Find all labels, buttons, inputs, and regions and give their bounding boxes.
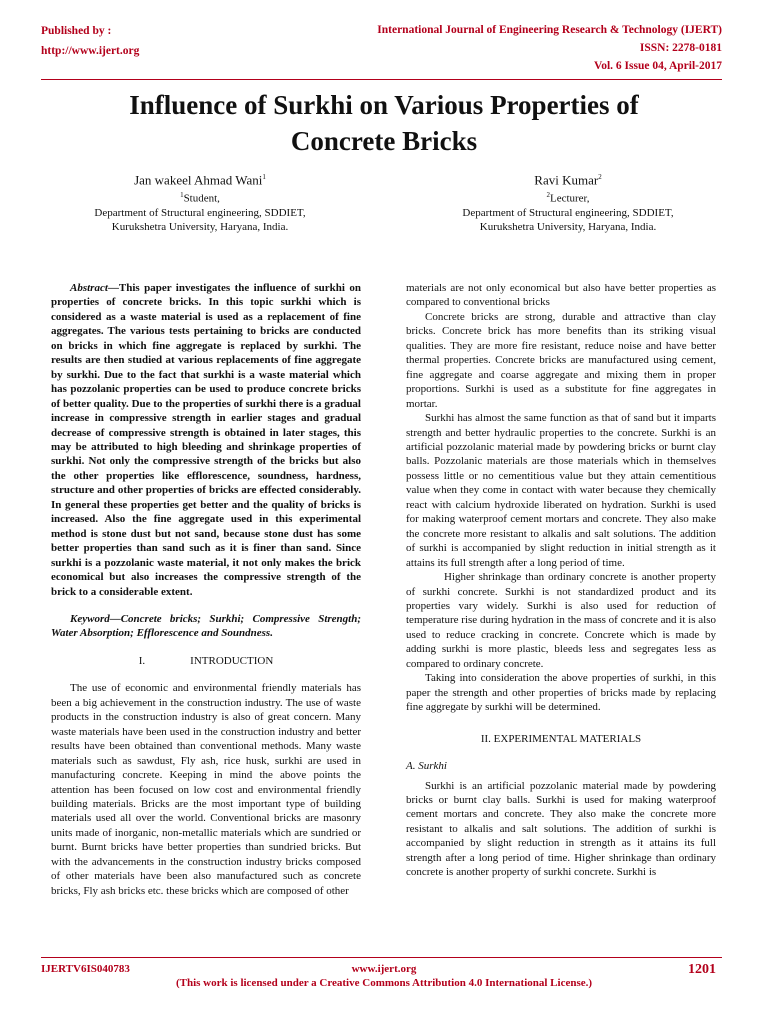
author-sup: 2: [598, 173, 602, 181]
section-title: INTRODUCTION: [190, 654, 274, 667]
body-paragraph: Higher shrinkage than ordinary concrete is another property of surkhi concrete. Surkhi is not standardized product and its properties vary widely. Surkhi is also used for reduction of temperature rise during hydration in the mass of concrete and it is also used to reduce cracking in concrete. Concrete which is made by adding surkhi is more plastic, bleeds less and segregates less as compared to ordinary concrete.: [406, 571, 716, 670]
body-paragraph: Surkhi is an artificial pozzolanic material made by powdering bricks or burnt clay balls. Surkhi is used for making waterproof cement mortars and concrete. They also make the concrete more resistant to alkalis and salt solutions. The addition of surkhi is accompanied by slight reduction in strength as it attains its full strength after a long period of time. Higher shrinkage than ordinary concrete is another property of surkhi concrete. Surkhi is: [406, 779, 716, 879]
paper-code: IJERTV6IS040783: [41, 963, 130, 975]
author-dept: Department of Structural engineering, SDDIET,: [462, 206, 674, 219]
author-block-2: [398, 170, 738, 235]
body-paragraph: materials are not only economical but also have better properties as compared to conventional bricks: [406, 282, 716, 309]
published-by-label: Published by :: [41, 25, 112, 37]
intro-paragraph: The use of economic and environmental friendly materials has been a big achievement in the construction industry. The use of waste products in the construction industry is also of great concern. Many waste materials have been used in the construction industry and better results have been obtained than conventional methods. Many waste materials such as sawdust, Fly ash, rice husk, surkhi are used in manufacturing concrete. Keeping in mind the above points the attention has been focused on low cost and environmental friendly building materials. Bricks are the most important type of building materials used all over the world. Conventional bricks are masonry units made of inorganic, non-metallic materials which are sundried or burnt. Burnt bricks have better properties than sundried bricks. But with the advancements in the construction industry bricks composed of other materials have been also manufactured such as concrete bricks, Fly ash bricks etc. these bricks which are composed of other: [51, 682, 361, 897]
header-journal-info: [377, 21, 722, 75]
abstract-label: Abstract: [70, 282, 108, 294]
subsection-heading-surkhi: A. Surkhi: [406, 760, 447, 773]
body-paragraph: Concrete bricks are strong, durable and attractive than clay bricks. Concrete brick has more benefits than its striking visual qualities. They are more fire resistant, reduce noise and have better thermal properties. Concrete bricks are manufactured using cement, fine aggregate and coarse aggregate and mixing them in proper proportions. Surkhi is used as a substitute for fine aggregates in mortar.: [406, 310, 716, 410]
section-number: I.: [138, 654, 146, 667]
paper-title: [40, 87, 728, 159]
body-paragraph: Taking into consideration the above properties of surkhi, in this paper the strength and other properties of bricks made by replacing fine aggregate by surkhi will be determined.: [406, 672, 716, 714]
page-number: 1201: [688, 962, 716, 977]
author-name: Jan wakeel Ahmad Wani: [134, 172, 263, 188]
footer-divider: [41, 957, 722, 958]
journal-name: International Journal of Engineering Research & Technology (IJERT): [377, 24, 722, 36]
author-univ: Kurukshetra University, Haryana, India.: [479, 221, 657, 234]
author-sup: 1: [262, 173, 266, 181]
author-block-1: [30, 170, 370, 235]
footer-url-link[interactable]: www.ijert.org: [351, 963, 417, 975]
abstract: [51, 281, 361, 599]
affil-sup: 1: [180, 190, 184, 199]
section-heading-introduction: [51, 654, 361, 668]
author-role: Lecturer,: [549, 192, 590, 205]
title-line-2: Concrete Bricks: [290, 126, 478, 156]
body-paragraph: Surkhi has almost the same function as that of sand but it imparts strength and better hydraulic properties to the concrete. Surkhi is an artificial pozzolanic material made by powdering bricks or burnt clay balls. Pozzolanic materials are those materials which in themselves possess little or no cementitious value but they attain cementitious value when they come in contact with water because they chemically react with calcium hydroxide liberated on hydration. Surkhi is used for making waterproof cement mortars and concrete. They also make the concrete more resistant to alkalis and salt solutions. The addition of surkhi is accompanied by slight reduction in initial strength as it attains its full strength after a long period of time.: [406, 412, 716, 569]
abstract-text: —This paper investigates the influence of surkhi on properties of concrete bricks. In this topic surkhi which is considered as a waste material is used as a replacement of fine aggregates. The various tests pertaining to bricks are conducted on bricks in which fine aggregate is replaced by surkhi. The results are then studied at various replacements of fine aggregate by surkhi. Due to the fact that surkhi is a waste material which has pozzolanic properties can be used to produce concrete bricks of better quality. Due to the properties of surkhi there is a gradual increase in compressive strength in earlier stages and gradual decrease of compressive strength is obtained in later stages, this may be attributed to high bleeding and shrinkage properties of surkhi. Not only the compressive strength of the bricks but also the other properties like efflorescence, soundness, hardness, structure and other properties of bricks are effected considerably. In general these properties get better and the quality of bricks is increased. Also the fine aggregate used in this experimental method is stone dust but not sand, because stone dust has some better properties than sand such as it is finer than sand. Since surkhi is a pozzolanic waste material, it not only makes the brick economical but also increases the compressive strength of the brick to a considerable extent.: [51, 282, 361, 598]
journal-url-link[interactable]: http://www.ijert.org: [41, 45, 140, 57]
section-heading-materials: [406, 732, 716, 746]
section-number: II.: [480, 732, 491, 745]
volume-issue: Vol. 6 Issue 04, April-2017: [593, 60, 722, 72]
left-column: [51, 281, 361, 898]
author-dept: Department of Structural engineering, SDDIET,: [94, 206, 306, 219]
section-title: EXPERIMENTAL MATERIALS: [493, 732, 642, 745]
keywords: Keyword—Concrete bricks; Surkhi; Compressive Strength; Water Absorption; Efflorescence and Soundness.: [51, 612, 361, 640]
header-divider: [41, 79, 722, 80]
affil-sup: 2: [546, 190, 550, 199]
author-name: Ravi Kumar: [534, 172, 599, 188]
header-publisher: [41, 21, 139, 61]
license-notice: (This work is licensed under a Creative Commons Attribution 4.0 International License.): [175, 977, 593, 989]
footer-center: [0, 962, 768, 990]
issn: ISSN: 2278-0181: [639, 42, 722, 54]
right-column: [406, 281, 716, 880]
author-role: Student,: [183, 192, 220, 205]
author-univ: Kurukshetra University, Haryana, India.: [111, 221, 289, 234]
title-line-1: Influence of Surkhi on Various Properties of: [129, 90, 639, 120]
